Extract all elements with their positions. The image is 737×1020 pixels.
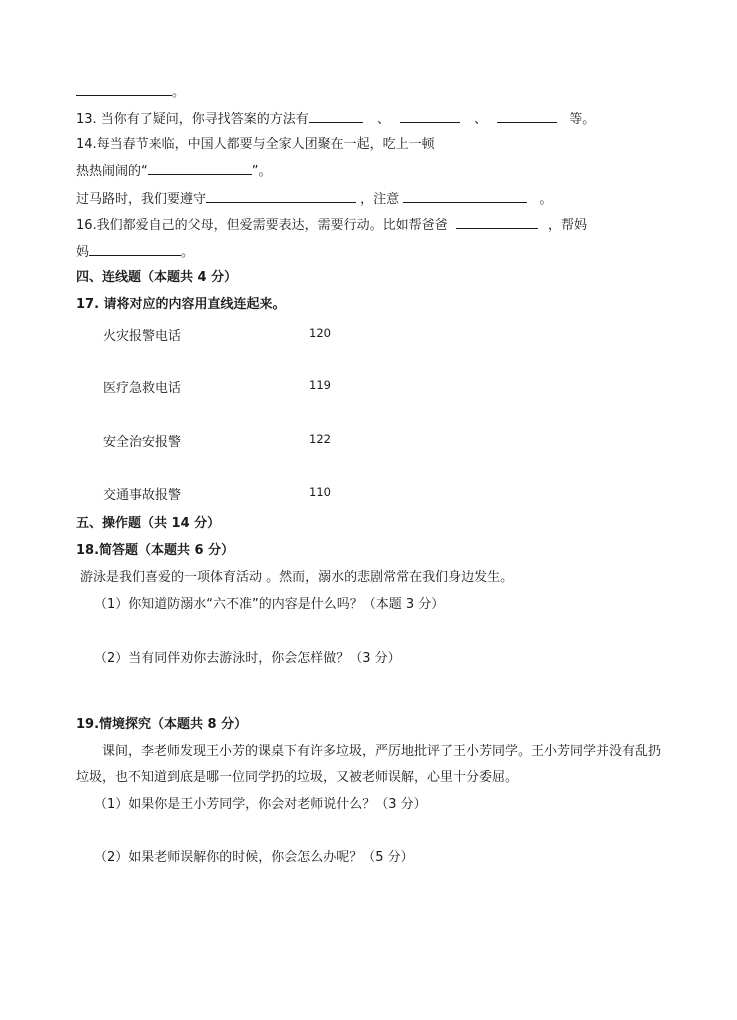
- question-18-intro: 游泳是我们喜爱的一项体育活动 。然而，溺水的悲剧常常在我们身边发生。: [80, 570, 514, 585]
- match-right-item[interactable]: 120: [309, 326, 331, 340]
- question-14-line1: 14.每当春节来临，中国人都要与全家人团聚在一起，吃上一顿: [76, 137, 435, 152]
- match-left-item[interactable]: 交通事故报警: [103, 488, 182, 503]
- match-right-item[interactable]: 122: [309, 432, 331, 446]
- question-15: 过马路时，我们要遵守 ，注意 。: [76, 192, 553, 207]
- match-left-item[interactable]: 安全治安报警: [103, 435, 182, 450]
- answer-blank[interactable]: [309, 110, 363, 123]
- question-19-sub2: （2）如果老师误解你的时候，你会怎么办呢？（5 分）: [94, 850, 414, 865]
- q12-tail: 。: [76, 83, 185, 102]
- answer-blank[interactable]: [89, 243, 181, 256]
- question-19-paragraph: 课间，李老师发现王小芳的课桌下有许多垃圾，严厉地批评了王小芳同学。王小芳同学并没有乱扔垃圾，也不知道到底是哪一位同学扔的垃圾，又被老师误解，心里十分委屈。: [76, 744, 662, 785]
- answer-blank[interactable]: [403, 190, 527, 203]
- answer-blank[interactable]: [148, 162, 252, 175]
- question-18-sub2: （2）当有同伴劝你去游泳时，你会怎样做？（3 分）: [94, 651, 401, 666]
- match-left-item[interactable]: 火灾报警电话: [103, 329, 182, 344]
- question-14-line2: 热热闹闹的“ ”。: [76, 164, 272, 179]
- question-16-line2: 妈 。: [76, 245, 195, 260]
- answer-blank[interactable]: [497, 110, 557, 123]
- match-right-item[interactable]: 119: [309, 378, 331, 392]
- answer-blank[interactable]: [76, 83, 172, 96]
- section-5-heading: 五、操作题（共 14 分）: [76, 516, 221, 531]
- section-4-heading: 四、连线题（本题共 4 分）: [76, 270, 238, 285]
- question-17: 17. 请将对应的内容用直线连起来。: [76, 297, 286, 312]
- match-left-item[interactable]: 医疗急救电话: [103, 381, 182, 396]
- question-16-line1: 16.我们都爱自己的父母，但爱需要表达，需要行动。比如帮爸爸 ，帮妈: [76, 218, 587, 233]
- question-18-heading: 18.简答题（本题共 6 分）: [76, 543, 235, 558]
- question-18-sub1: （1）你知道防溺水“六不准”的内容是什么吗？（本题 3 分）: [94, 597, 445, 612]
- question-13: 13. 当你有了疑问，你寻找答案的方法有 、 、 等。: [76, 112, 596, 127]
- question-19-heading: 19.情境探究（本题共 8 分）: [76, 717, 248, 732]
- match-right-item[interactable]: 110: [309, 485, 331, 499]
- answer-blank[interactable]: [456, 216, 538, 229]
- answer-blank[interactable]: [400, 110, 460, 123]
- answer-blank[interactable]: [206, 190, 356, 203]
- question-19-sub1: （1）如果你是王小芳同学，你会对老师说什么？（3 分）: [94, 797, 427, 812]
